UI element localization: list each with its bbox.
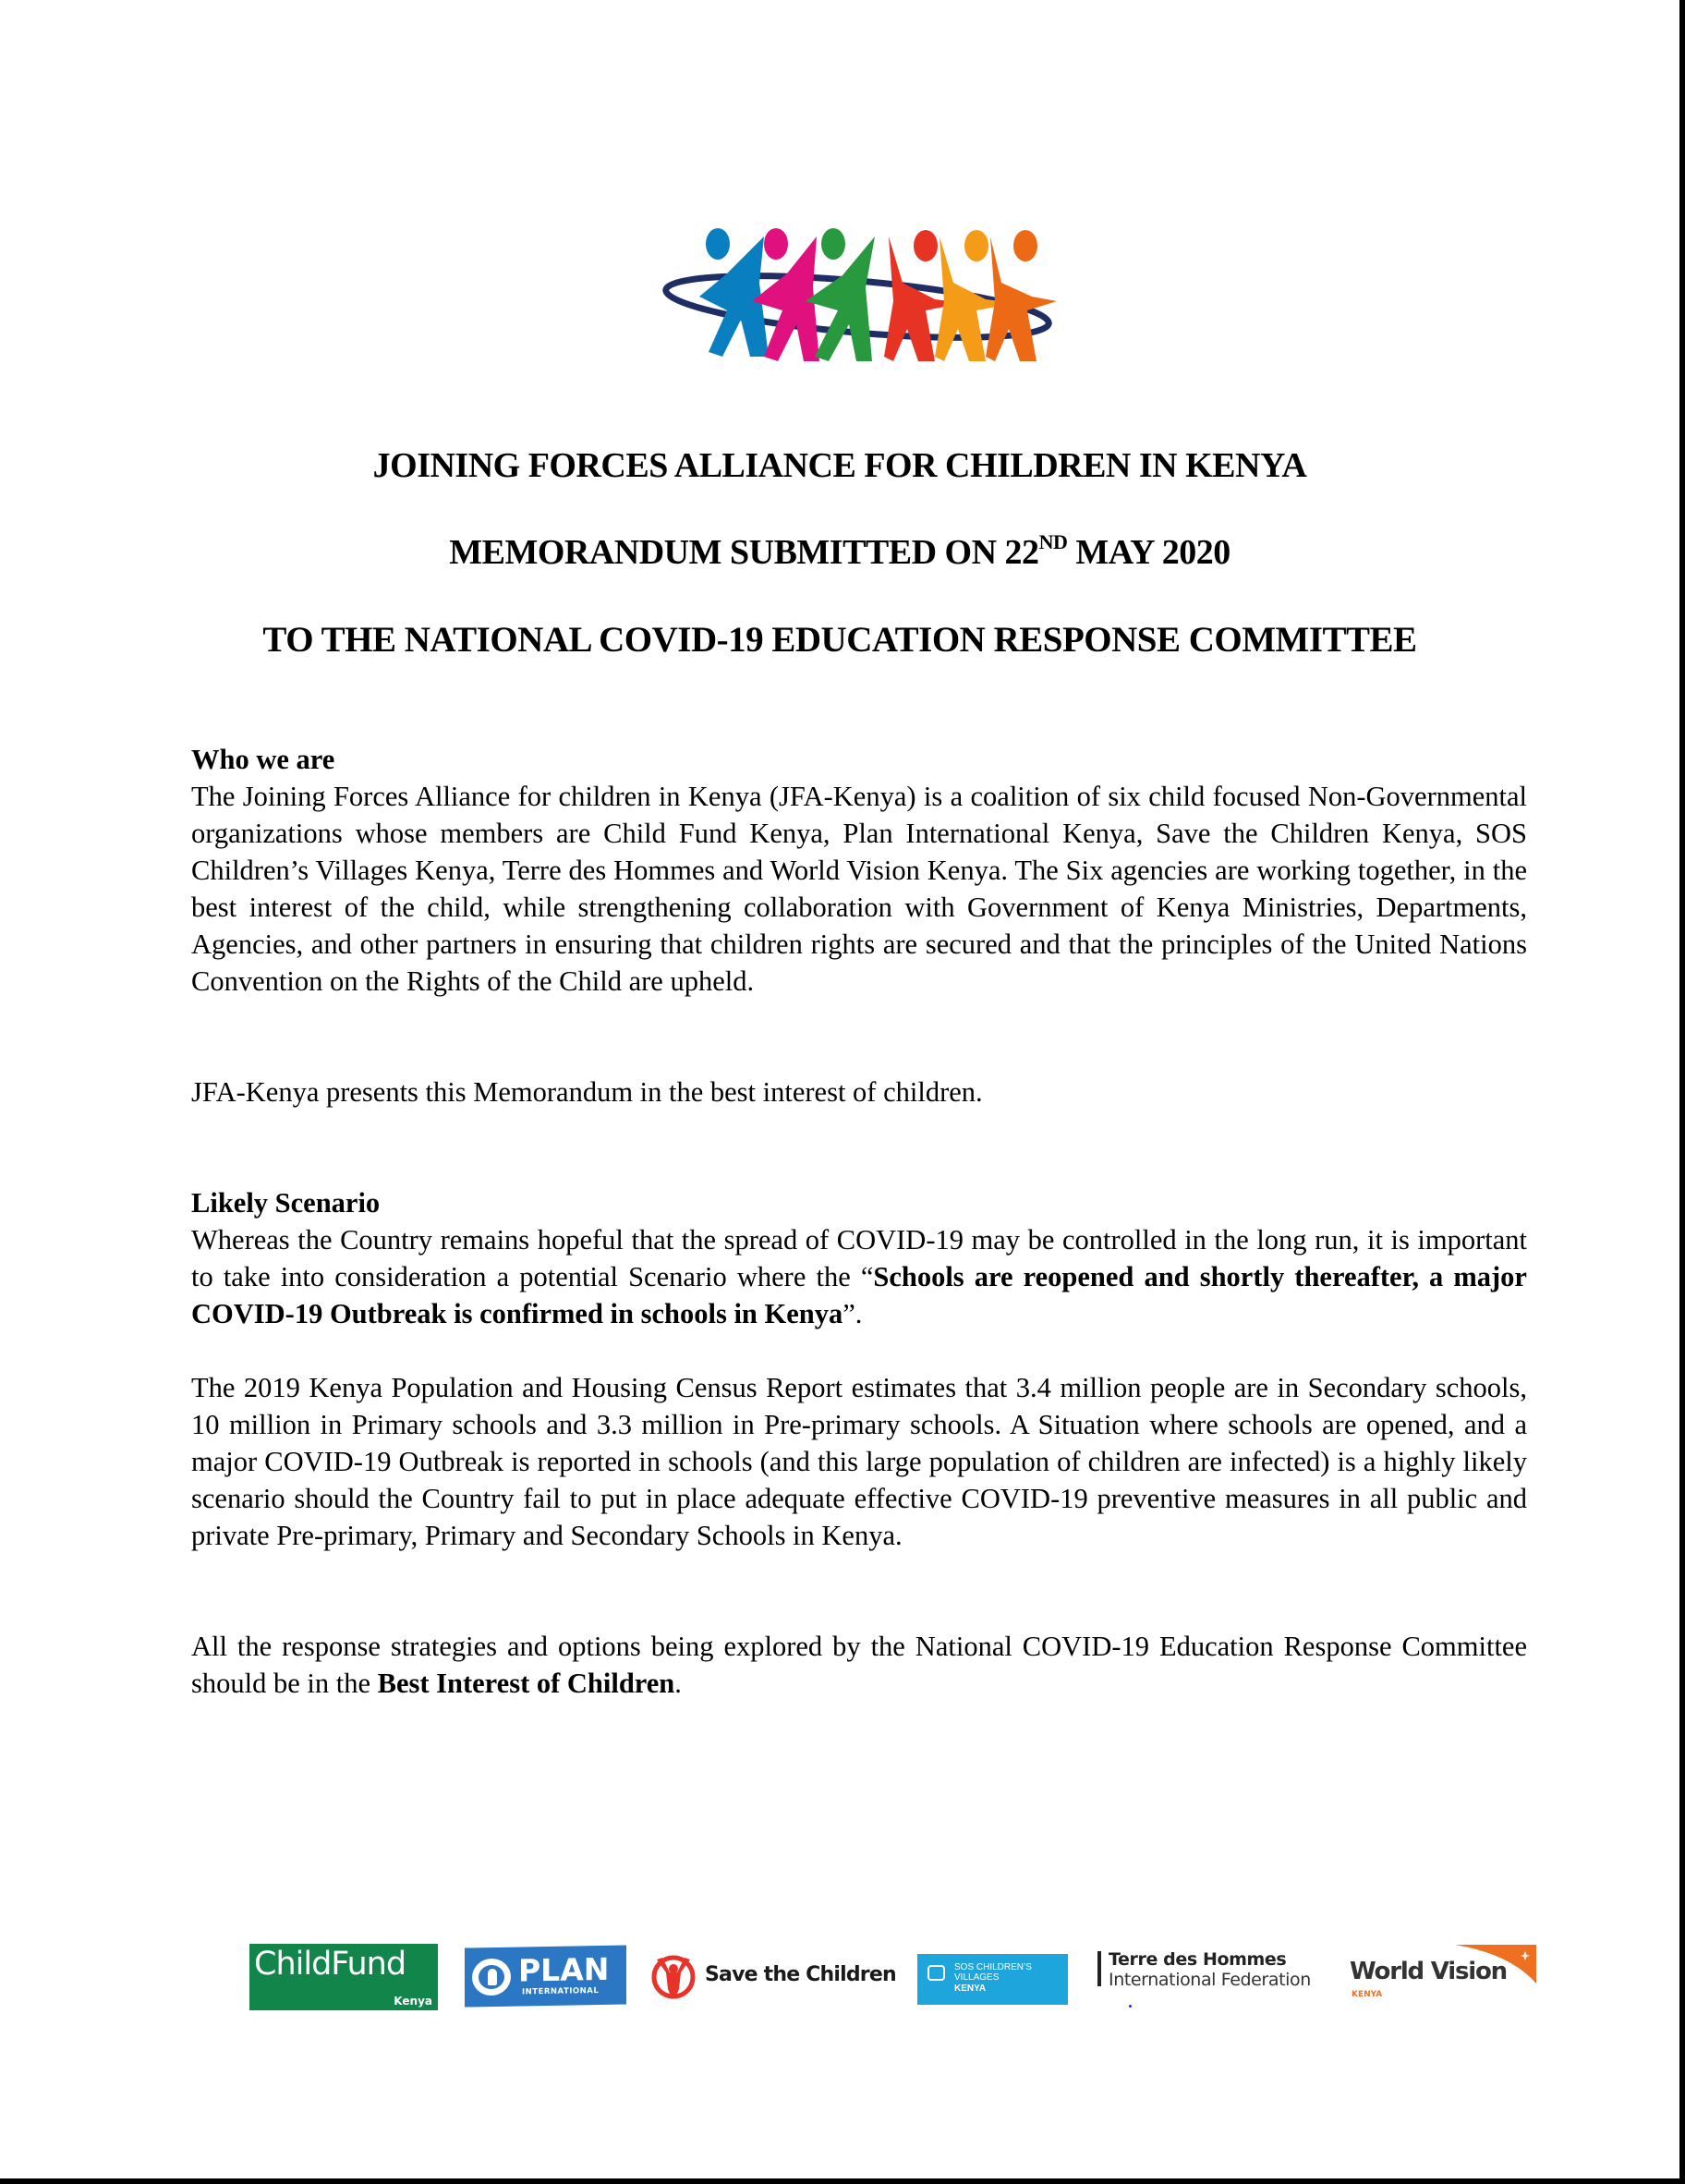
childfund-logo: ChildFund Kenya [249, 1944, 438, 2010]
joining-forces-logo [658, 218, 1057, 381]
section-title-likely-scenario: Likely Scenario [191, 1187, 381, 1219]
tdh-bar-icon [1097, 1951, 1101, 1986]
likely-scenario-paragraph: Whereas the Country remains hopeful that the spread of COVID-19 may be controlled in the long run, it is important to take into consideration a potential Scenario where the “Schools are reopened and shortly thereafter, a major COVID-19 Outbreak is confirmed in schools in Kenya”. [191, 1224, 1527, 1329]
terre-des-hommes-logo: Terre des Hommes International Federation [1097, 1949, 1328, 2014]
recipient-heading: TO THE NATIONAL COVID-19 EDUCATION RESPONSE COMMITTEE [262, 620, 1417, 660]
sos-family-icon [927, 1965, 945, 1981]
save-the-children-icon [651, 1952, 696, 2000]
census-paragraph: The 2019 Kenya Population and Housing Census Report estimates that 3.4 million people are in Secondary schools, 10 million in Primary schools and 3.3 million in Pre-primary schools. A Situation where schools are opened, and a major COVID-19 Outbreak is reported in schools (and this large population of children are infected) is a highly likely scenario should the Country fail to put in place adequate effective COVID-19 preventive measures in all public and private Pre-primary, Primary and Secondary Schools in Kenya. [191, 1372, 1527, 1551]
memorandum-intro-paragraph: JFA-Kenya presents this Memorandum in the best interest of children. [191, 1076, 983, 1108]
save-the-children-logo: Save the Children [649, 1945, 908, 2009]
best-interest-paragraph: All the response strategies and options being explored by the National COVID-19 Education Response Committee should be in the Best Interest of Children. [191, 1631, 1527, 1699]
document-title: JOINING FORCES ALLIANCE FOR CHILDREN IN KENYA [372, 446, 1307, 485]
child-figure-icon [699, 228, 769, 357]
page-shadow-bottom [0, 2178, 1685, 2184]
page-shadow-right [1679, 0, 1685, 2184]
partner-logos [0, 1935, 1679, 2028]
plan-child-icon [472, 1959, 511, 1996]
who-we-are-paragraph: The Joining Forces Alliance for children in Kenya (JFA-Kenya) is a coalition of six child focused Non-Governmental organizations whose members are Child Fund Kenya, Plan International Kenya, Save the Children Kenya, SOS Children’s Villages Kenya, Terre des Hommes and World Vision Kenya. The Six agencies are working together, in the best interest of the child, while strengthening collaboration with Government of Kenya Ministries, Departments, Agencies, and other partners in ensuring that children rights are secured and that the principles of the United Nations Convention on the Rights of the Child are upheld. [191, 781, 1527, 997]
plan-international-logo: PLAN INTERNATIONAL [465, 1945, 626, 2007]
sos-childrens-villages-logo: SOS CHILDREN’S VILLAGES KENYA [917, 1954, 1068, 2005]
submission-date-heading: MEMORANDUM SUBMITTED ON 22ND MAY 2020 [449, 530, 1230, 572]
section-title-who-we-are: Who we are [191, 744, 335, 775]
world-vision-logo: World Vision KENYA [1344, 1945, 1538, 2009]
